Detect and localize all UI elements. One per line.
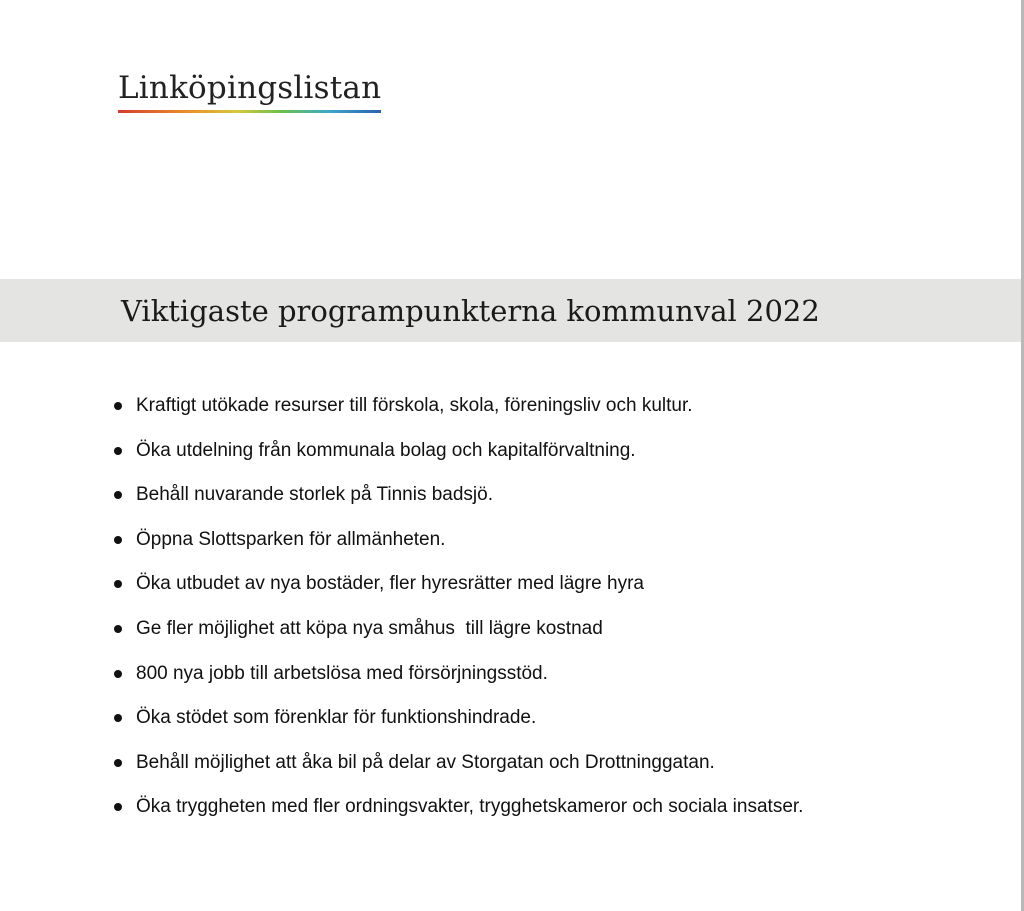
list-item-text: Ge fler möjlighet att köpa nya småhus till lägre kostnad xyxy=(136,617,603,639)
list-item-text: Öka tryggheten med fler ordningsvakter, trygghetskameror och sociala insatser. xyxy=(136,796,804,818)
list-item xyxy=(112,613,803,658)
bullet-icon xyxy=(114,670,122,678)
list-item-text: Öka utbudet av nya bostäder, fler hyresrätter med lägre hyra xyxy=(136,573,644,595)
page-title: Viktigaste programpunkterna kommunval 2022 xyxy=(121,294,820,328)
bullet-icon xyxy=(114,536,122,544)
list-item-text: Kraftigt utökade resurser till förskola, skola, föreningsliv och kultur. xyxy=(136,395,693,416)
bullet-icon xyxy=(114,447,122,455)
list-item-text: Öka stödet som förenklar för funktionshindrade. xyxy=(136,707,537,729)
list-item xyxy=(112,702,803,747)
list-item xyxy=(112,390,803,435)
logo-text: Linköpingslistan xyxy=(118,70,382,106)
bullet-icon xyxy=(114,803,122,811)
list-item-text: Behåll möjlighet att åka bil på delar av Storgatan och Drottninggatan. xyxy=(136,751,715,773)
list-item-text: Öppna Slottsparken för allmänheten. xyxy=(136,528,446,550)
bullet-icon xyxy=(114,491,122,499)
list-item xyxy=(112,658,803,703)
bullet-icon xyxy=(114,759,122,767)
logo-rainbow-underline xyxy=(118,110,381,113)
list-item xyxy=(112,747,803,792)
bullet-icon xyxy=(114,714,122,722)
logo xyxy=(118,68,381,113)
bullet-icon xyxy=(114,402,122,410)
list-item xyxy=(112,568,803,613)
list-item xyxy=(112,479,803,524)
list-item-text: Behåll nuvarande storlek på Tinnis badsjö. xyxy=(136,484,494,506)
bullet-icon xyxy=(114,625,122,633)
list-item-text: Öka utdelning från kommunala bolag och kapitalförvaltning. xyxy=(136,439,636,461)
list-item xyxy=(112,435,803,480)
bullet-icon xyxy=(114,580,122,588)
heading-band xyxy=(0,279,1021,342)
list-item xyxy=(112,524,803,569)
list-item xyxy=(112,791,803,836)
list-item-text: 800 nya jobb till arbetslösa med försörjningsstöd. xyxy=(136,662,548,684)
program-list xyxy=(112,390,803,836)
